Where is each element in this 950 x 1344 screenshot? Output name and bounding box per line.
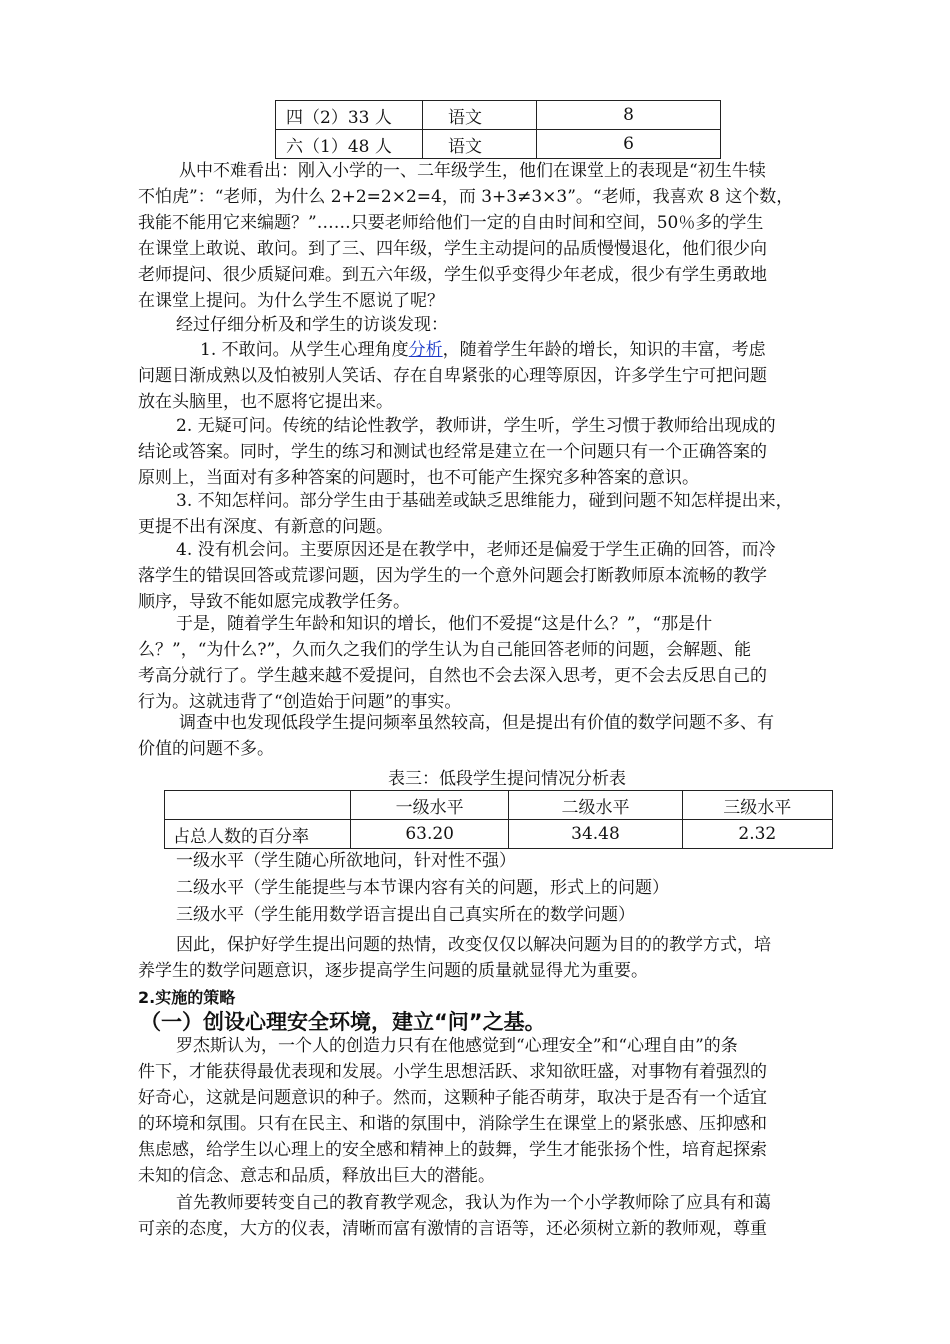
table-header-cell: 二级水平 (509, 791, 682, 820)
table-cell: 六（1）48 人 (276, 130, 423, 159)
item-1-text-after: ，随着学生年龄的增长，知识的丰富，考虑 (442, 340, 766, 360)
text-line: 可亲的态度，大方的仪表，清晰而富有激情的言语等，还必须树立新的教师观，尊重 (138, 1219, 767, 1239)
text-line: 落学生的错误回答或荒谬问题，因为学生的一个意外问题会打断教师原本流畅的教学 (138, 566, 767, 586)
table-cell: 63.20 (350, 820, 508, 849)
text-line: 因此，保护好学生提出问题的热情，改变仅仅以解决问题为目的的教学方式，培 (176, 935, 771, 955)
text-line: 从中不难看出：刚入小学的一、二年级学生，他们在课堂上的表现是“初生牛犊 (179, 161, 766, 181)
section-heading: 2.实施的策略 (138, 988, 236, 1007)
table-cell: 2.32 (682, 820, 832, 849)
question-level-table (164, 790, 833, 849)
table-cell: 四（2）33 人 (276, 101, 423, 130)
text-line: 首先教师要转变自己的教育教学观念，我认为作为一个小学教师除了应具有和蔼 (176, 1193, 771, 1213)
table-row (276, 130, 721, 159)
analysis-link[interactable]: 分析 (408, 340, 443, 360)
class-question-table (275, 100, 721, 159)
text-line: 结论或答案。同时，学生的练习和测试也经常是建立在一个问题只有一个正确答案的 (138, 442, 767, 462)
text-line: 4. 没有机会问。主要原因还是在教学中，老师还是偏爱于学生正确的回答，而冷 (176, 540, 776, 560)
table-row (165, 820, 833, 849)
text-line: 二级水平（学生能提些与本节课内容有关的问题，形式上的问题） (176, 878, 669, 898)
table-header-row (165, 791, 833, 820)
text-line: 在课堂上提问。为什么学生不愿说了呢？ (138, 291, 444, 311)
text-line: 焦虑感，给学生以心理上的安全感和精神上的鼓舞，学生才能张扬个性，培育起探索 (138, 1140, 767, 1160)
text-line: 么？”，“为什么?”，久而久之我们的学生认为自己能回答老师的问题，会解题、能 (138, 640, 752, 660)
text-line: 的环境和氛围。只有在民主、和谐的氛围中，消除学生在课堂上的紧张感、压抑感和 (138, 1114, 767, 1134)
text-line: 一级水平（学生随心所欲地问，针对性不强） (176, 851, 516, 871)
text-line: 考高分就行了。学生越来越不爱提问，自然也不会去深入思考，更不会去反思自己的 (138, 666, 767, 686)
table-header-cell: 一级水平 (350, 791, 508, 820)
text-line: 3. 不知怎样问。部分学生由于基础差或缺乏思维能力，碰到问题不知怎样提出来， (176, 491, 793, 511)
table-cell: 占总人数的百分率 (165, 820, 351, 849)
text-line: 不怕虎”：“老师，为什么 2+2=2×2=4，而 3+3≠3×3”。“老师，我喜欢 8 这个数， (138, 187, 794, 207)
text-line: 在课堂上敢说、敢问。到了三、四年级，学生主动提问的品质慢慢退化，他们很少向 (138, 239, 767, 259)
text-line: 好奇心，这就是问题意识的种子。然而，这颗种子能否萌芽，取决于是否有一个适宜 (138, 1088, 767, 1108)
table-cell: 语文 (423, 130, 537, 159)
table-header-cell (165, 791, 351, 820)
text-line: 件下，才能获得最优表现和发展。小学生思想活跃、求知欲旺盛，对事物有着强烈的 (138, 1062, 767, 1082)
text-line: 行为。这就违背了“创造始于问题”的事实。 (138, 692, 462, 712)
table-row (276, 101, 721, 130)
text-line: 2. 无疑可问。传统的结论性教学，教师讲，学生听，学生习惯于教师给出现成的 (176, 416, 776, 436)
text-line: 原则上，当面对有多种答案的问题时，也不可能产生探究多种答案的意识。 (138, 468, 699, 488)
table-cell: 34.48 (509, 820, 682, 849)
text-line (200, 340, 766, 360)
text-line: 调查中也发现低段学生提问频率虽然较高，但是提出有价值的数学问题不多、有 (179, 713, 774, 733)
text-line: 罗杰斯认为，一个人的创造力只有在他感觉到“心理安全”和“心理自由”的条 (176, 1036, 738, 1056)
text-line: 更提不出有深度、有新意的问题。 (138, 517, 393, 537)
text-line: 顺序，导致不能如愿完成教学任务。 (138, 592, 410, 612)
text-line: 放在头脑里，也不愿将它提出来。 (138, 392, 393, 412)
text-line: 未知的信念、意志和品质，释放出巨大的潜能。 (138, 1166, 495, 1186)
subsection-heading: （一）创设心理安全环境，建立“问”之基。 (140, 1010, 546, 1034)
table-cell: 6 (537, 130, 721, 159)
text-line: 老师提问、很少质疑问难。到五六年级，学生似乎变得少年老成，很少有学生勇敢地 (138, 265, 767, 285)
text-line: 价值的问题不多。 (138, 739, 274, 759)
text-line: 三级水平（学生能用数学语言提出自己真实所在的数学问题） (176, 905, 635, 925)
text-line: 问题日渐成熟以及怕被别人笑话、存在自卑紧张的心理等原因，许多学生宁可把问题 (138, 366, 767, 386)
text-line: 养学生的数学问题意识，逐步提高学生问题的质量就显得尤为重要。 (138, 961, 648, 981)
table-header-cell: 三级水平 (682, 791, 832, 820)
table-cell: 语文 (423, 101, 537, 130)
text-line: 经过仔细分析及和学生的访谈发现： (176, 315, 448, 335)
item-1-text-before: 1. 不敢问。从学生心理角度 (200, 340, 409, 360)
text-line: 于是，随着学生年龄和知识的增长，他们不爱提“这是什么？”，“那是什 (176, 614, 713, 634)
table-cell: 8 (537, 101, 721, 130)
table-caption: 表三：低段学生提问情况分析表 (388, 769, 626, 789)
text-line: 我能不能用它来编题？”……只要老师给他们一定的自由时间和空间，50％多的学生 (138, 213, 764, 233)
